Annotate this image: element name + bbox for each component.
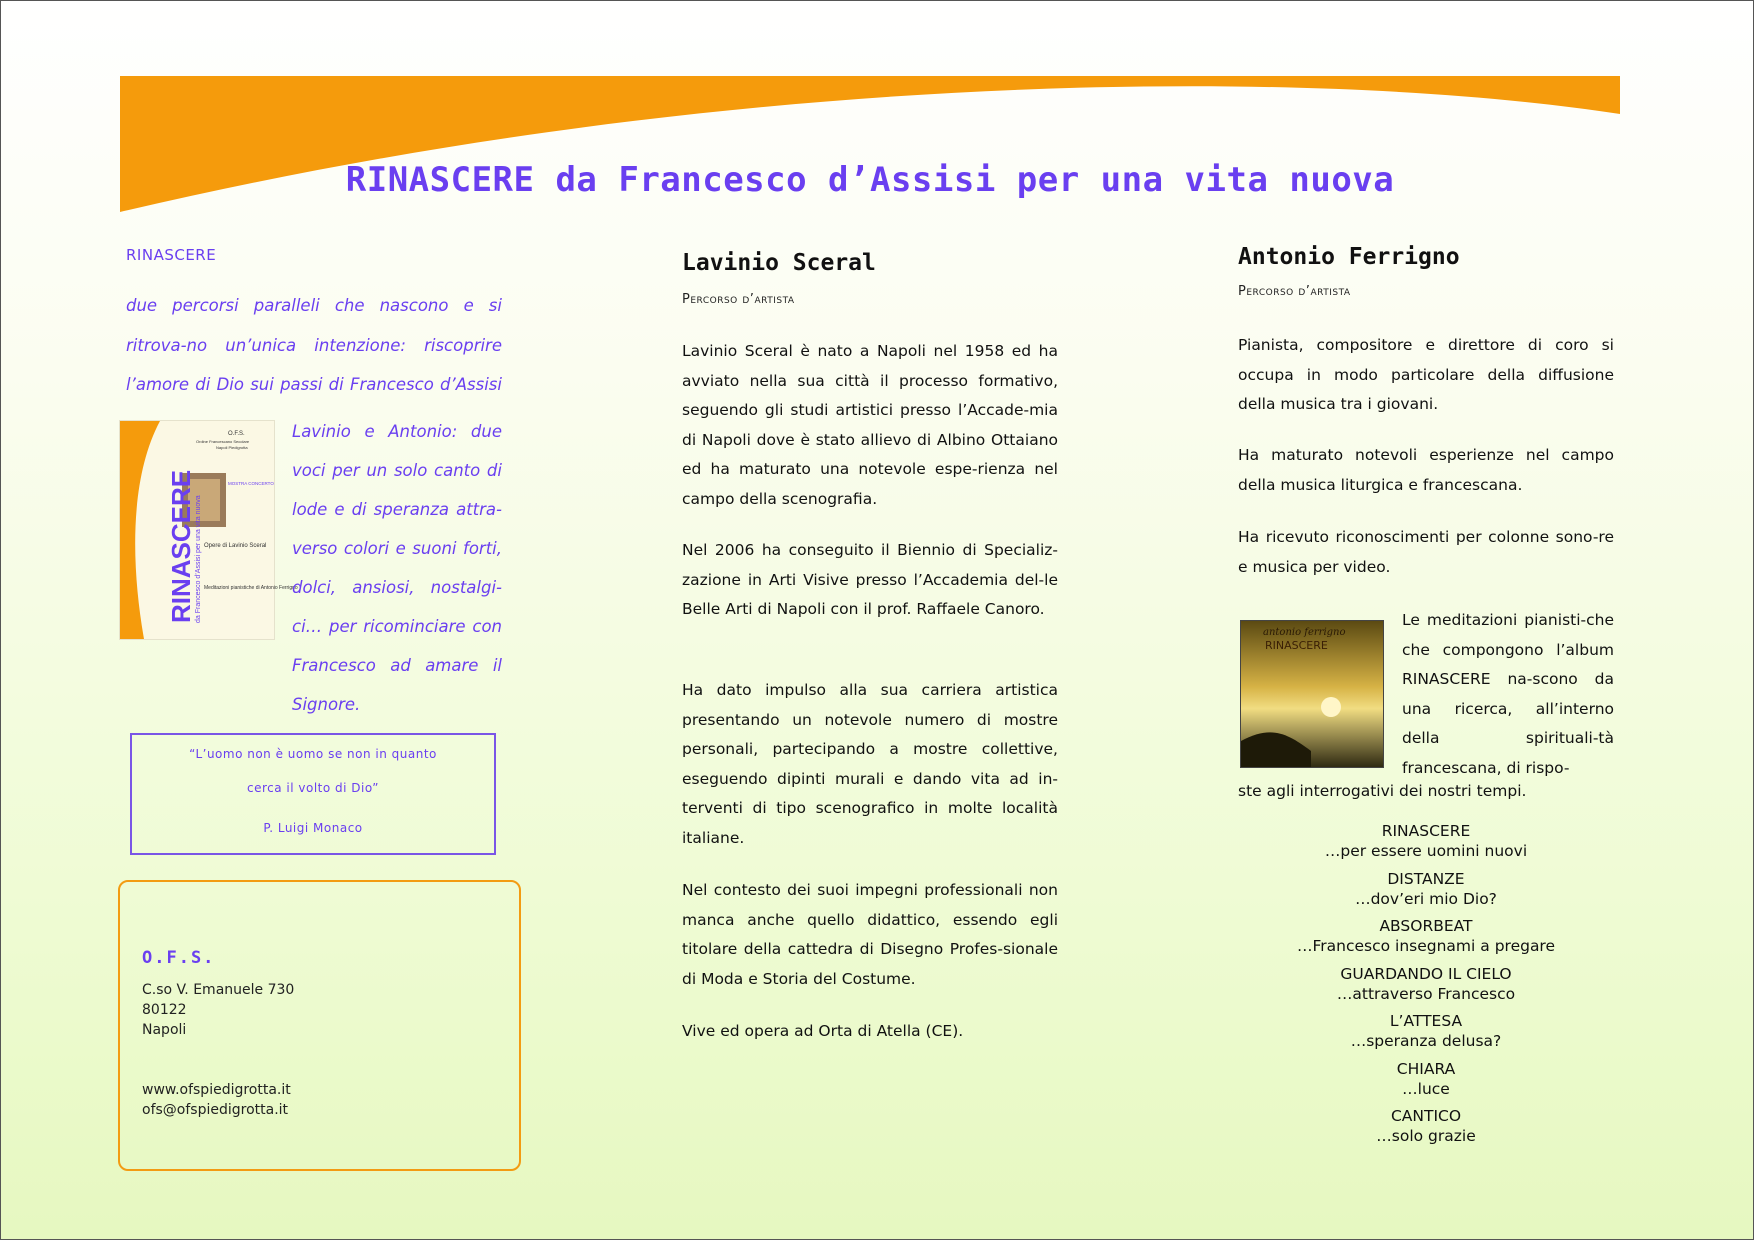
track-title: RINASCERE — [1381, 822, 1471, 840]
middle-paragraph-4: Nel contesto dei suoi impegni professionali non manca anche quello didattico, essendo egli titolare della cattedra di Disegno Profes-sionale di Moda e Storia del Costume. — [682, 881, 1058, 988]
poster-side-label: MOSTRA CONCERTO — [228, 481, 274, 486]
contact-email-link[interactable]: ofs@ofspiedigrotta.it — [142, 1102, 289, 1118]
quote-box — [130, 733, 496, 855]
contact-address — [142, 980, 294, 1040]
poster-vertical-subtitle: da Francesco d’Assisi per una vita nuova — [195, 495, 202, 623]
poster-org-place: Napoli Piedigrotta — [216, 445, 248, 450]
address-line-3: Napoli — [142, 1022, 187, 1038]
quote-line-1: “L’uomo non è uomo se non in quanto — [189, 747, 437, 761]
right-artist-subtitle: Percorso d’artista — [1238, 284, 1351, 299]
track-subtitle: …Francesco insegnami a pregare — [1296, 937, 1556, 955]
right-paragraph-3: Ha ricevuto riconoscimenti per colonne sono-re e musica per video. — [1238, 528, 1614, 576]
quote-author: P. Luigi Monaco — [263, 821, 363, 835]
track-item — [1228, 869, 1624, 917]
poster-artist2: Meditazioni pianistiche di Antonio Ferrigno — [204, 585, 298, 591]
middle-artist-subtitle: Percorso d’artista — [682, 292, 795, 307]
track-item — [1228, 1106, 1624, 1154]
track-subtitle: …attraverso Francesco — [1336, 984, 1516, 1003]
track-item — [1228, 916, 1624, 964]
page-title: RINASCERE da Francesco d’Assisi per una vita nuova — [345, 160, 1395, 200]
track-item — [1228, 964, 1624, 1012]
album-description-tail: ste agli interrogativi dei nostri tempi. — [1238, 782, 1527, 800]
contact-web — [142, 1080, 291, 1120]
contact-box — [118, 880, 521, 1171]
track-subtitle: …solo grazie — [1376, 1127, 1476, 1145]
left-heading: RINASCERE — [126, 246, 217, 264]
track-title: CANTICO — [1390, 1107, 1462, 1125]
middle-paragraph-3: Ha dato impulso alla sua carriera artistica presentando un notevole numero di mostre personali, partecipando a mostre collettive, eseguendo dipinti murali e dando vita ad in-terventi di tipo scenografico in molte località italiane. — [682, 681, 1058, 847]
track-subtitle: …luce — [1402, 1079, 1450, 1098]
track-item — [1228, 1059, 1624, 1107]
poster-org: O.F.S. — [228, 431, 245, 437]
album-cover-artist: antonio ferrigno — [1263, 627, 1346, 638]
poster-org-name: Ordine Francescano Secolare — [196, 439, 250, 444]
middle-paragraph-5: Vive ed opera ad Orta di Atella (CE). — [682, 1022, 964, 1040]
track-title: CHIARA — [1396, 1059, 1456, 1078]
track-subtitle: …dov’eri mio Dio? — [1355, 889, 1497, 908]
track-title: L’ATTESA — [1389, 1012, 1463, 1030]
album-cover-image — [1240, 620, 1384, 768]
album-cover-title: RINASCERE — [1265, 639, 1328, 652]
right-artist-name: Antonio Ferrigno — [1238, 244, 1460, 270]
middle-artist-name: Lavinio Sceral — [682, 250, 876, 276]
track-title: GUARDANDO IL CIELO — [1340, 964, 1512, 983]
right-paragraph-1: Pianista, compositore e direttore di coro si occupa in modo particolare della diffusione della musica tra i giovani. — [1238, 336, 1614, 413]
address-line-2: 80122 — [142, 1002, 187, 1018]
track-title: DISTANZE — [1387, 869, 1465, 888]
address-line-1: C.so V. Emanuele 730 — [142, 982, 295, 998]
album-description: Le meditazioni pianisti-che che compongono l’album RINASCERE na-scono da una ricerca, all’interno della spirituali-tà francescana, di rispo- — [1402, 611, 1614, 777]
poster-vertical-title: RINASCERE — [166, 469, 196, 623]
event-poster-image — [119, 420, 298, 640]
middle-paragraph-1: Lavinio Sceral è nato a Napoli nel 1958 ed ha avviato nella sua città il processo formativo, seguendo gli studi artistici presso l’Accade-mia di Napoli dove è stato allievo di Albino Ottaiano ed ha maturato una notevole espe-rienza nel campo della scenografia. — [682, 342, 1058, 508]
track-subtitle: …speranza delusa? — [1350, 1032, 1502, 1050]
left-poster-text: Lavinio e Antonio: due voci per un solo canto di lode e di speranza attra-verso colori e suoni forti, dolci, ansiosi, nostalgi-ci… per ricominciare con Francesco ad amare il Signore. — [292, 422, 502, 714]
track-subtitle: …per essere uomini nuovi — [1324, 842, 1528, 860]
track-title: ABSORBEAT — [1379, 917, 1473, 935]
poster-artist1: Opere di Lavinio Sceral — [204, 543, 267, 549]
track-item — [1228, 1011, 1624, 1059]
track-item — [1228, 821, 1624, 869]
quote-line-2: cerca il volto di Dio” — [246, 781, 379, 795]
right-paragraph-2: Ha maturato notevoli esperienze nel campo della musica liturgica e francescana. — [1238, 446, 1614, 494]
contact-org: O.F.S. — [142, 948, 216, 968]
contact-website-link[interactable]: www.ofspiedigrotta.it — [142, 1082, 291, 1098]
track-list — [1228, 821, 1624, 1154]
middle-paragraph-2: Nel 2006 ha conseguito il Biennio di Specializ-zazione in Arti Visive presso l’Accademia del-le Belle Arti di Napoli con il prof. Raffaele Canoro. — [682, 541, 1058, 618]
left-intro-text: due percorsi paralleli che nascono e si ritrova-no un’unica intenzione: riscoprire l’amore di Dio sui passi di Francesco d’Assisi — [126, 296, 502, 394]
